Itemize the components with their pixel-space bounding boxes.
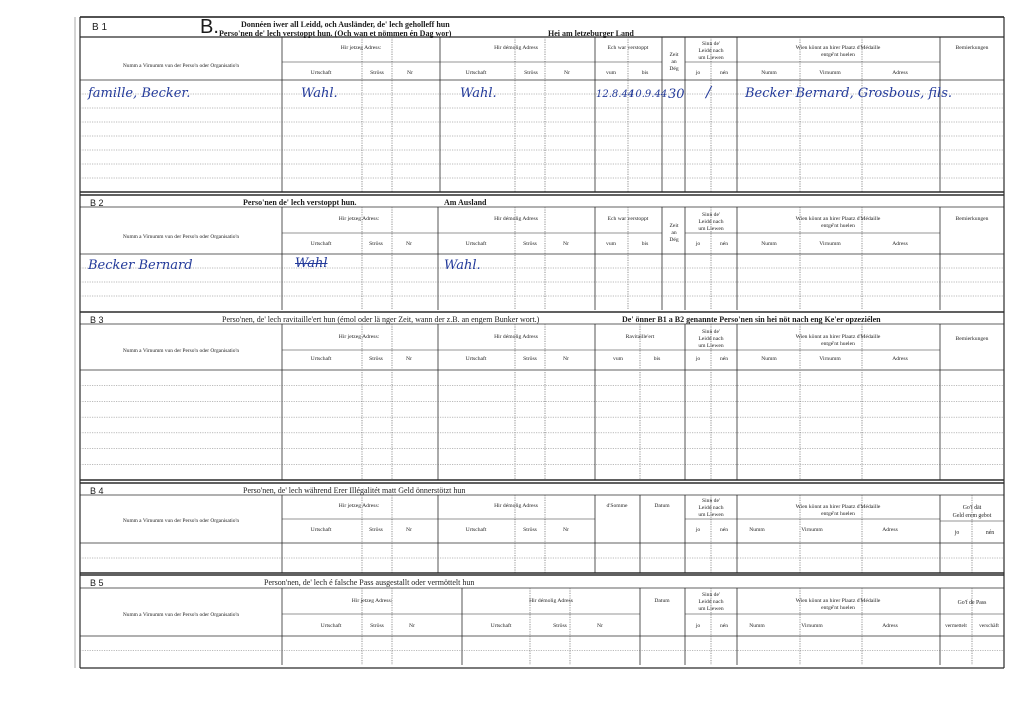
column-label: Hir démolig Adress: [494, 503, 538, 509]
column-label: Numm: [749, 623, 765, 629]
column-label: Hir jetzeg Adress:: [338, 503, 380, 509]
column-label: Nr: [409, 623, 415, 629]
column-label: Sinn de': [702, 212, 720, 218]
column-label: Nr: [407, 70, 413, 76]
column-label: vermettelt: [945, 623, 967, 629]
column-label: Leidd nach: [698, 336, 724, 342]
column-label: jo: [695, 70, 701, 76]
column-label: Nr: [406, 241, 412, 247]
column-label: Wien könnt an hirer Plaatz d'Médaille: [795, 216, 881, 222]
entry-b1-name[interactable]: famille, Becker.: [88, 86, 191, 101]
column-label: Urtschaft: [465, 70, 487, 76]
column-label: Leidd nach: [698, 48, 724, 54]
column-label: entgé'nt huelen: [821, 341, 855, 347]
column-label: Ströss: [523, 527, 537, 533]
column-label: Virnumm: [801, 527, 823, 533]
section-b4-title: Perso'nen, de' lech während Erer Illégalitét matt Geld önnerstötzt hun: [243, 486, 466, 495]
column-label: Nr: [597, 623, 603, 629]
entry-b1-hid-from[interactable]: 12.8.44: [596, 89, 635, 100]
entry-b1-current-address[interactable]: Wahl.: [301, 86, 338, 101]
section-b3-title2: De' önner B1 a B2 genannte Perso'nen sin hei nöt nach eng Ke'er opzeziélen: [622, 315, 881, 324]
section-b5-title: Person'nen, de' lech é falsche Pass ausgestallt oder vermöttelt hun: [264, 578, 475, 587]
column-label: bis: [641, 241, 649, 247]
column-label: Wien könnt an hirer Plaatz d'Médaille: [795, 504, 881, 510]
column-label: jo: [695, 241, 701, 247]
column-label: Ströss: [369, 356, 383, 362]
column-label: Datum: [654, 503, 670, 509]
column-label: Sinn de': [702, 41, 720, 47]
column-label: nén: [719, 527, 729, 533]
column-label: Nr: [563, 241, 569, 247]
entry-b1-days[interactable]: 30: [668, 87, 685, 102]
column-label: Numm: [749, 527, 765, 533]
column-label: Urtschaft: [465, 356, 487, 362]
column-label: vum: [606, 241, 616, 247]
column-label: d'Somme: [606, 503, 628, 509]
column-label: Ströss: [370, 623, 384, 629]
column-label: Nr: [406, 527, 412, 533]
column-label: Numm a Virnumm vun der Perso'n oder Organisatio'n: [122, 234, 240, 240]
column-label: Adress: [892, 70, 908, 76]
column-label: Adress: [892, 241, 908, 247]
column-label: Urtschaft: [465, 241, 487, 247]
column-label: Wien könnt an hirer Plaatz d'Médaille: [795, 45, 881, 51]
section-b1-title1: Donnéen iwer all Leidd, och Ausländer, de' lech geholleff hun: [241, 20, 450, 29]
column-label: jo: [695, 527, 701, 533]
column-label: verschäft: [979, 623, 999, 629]
column-label: um Liewen: [698, 226, 724, 232]
column-label: Zeit: [669, 52, 679, 58]
column-label: Virnumm: [819, 356, 841, 362]
column-label: Zeit: [669, 223, 679, 229]
entry-b2-former-address[interactable]: Wahl.: [444, 258, 481, 273]
column-label: Hir démolig Adress: [494, 216, 538, 222]
column-label: Wien könnt an hirer Plaatz d'Médaille: [795, 598, 881, 604]
column-label: Adress: [882, 527, 898, 533]
column-label: Urtschaft: [465, 527, 487, 533]
section-b1-id: B 1: [92, 22, 108, 33]
column-label: Hir démolig Adress: [494, 334, 538, 340]
column-label: jo: [954, 530, 960, 536]
column-label: Ströss: [369, 527, 383, 533]
column-label: um Liewen: [698, 55, 724, 61]
column-label: Numm a Virnumm vun der Perso'n oder Organisatio'n: [122, 612, 240, 618]
column-label: Ströss: [523, 356, 537, 362]
column-label: nén: [719, 623, 729, 629]
section-b4-id: B 4: [90, 486, 104, 496]
column-label: Ströss: [523, 241, 537, 247]
column-label: um Liewen: [698, 606, 724, 612]
column-label: Numm: [761, 70, 777, 76]
column-label: Virnumm: [801, 623, 823, 629]
column-label: entgé'nt huelen: [821, 223, 855, 229]
column-label: Leidd nach: [698, 599, 724, 605]
column-label: bis: [641, 70, 649, 76]
column-label: jo: [695, 623, 701, 629]
column-label: Ravitaille'ert: [625, 334, 655, 340]
column-label: bis: [653, 356, 661, 362]
column-label: nén: [719, 356, 729, 362]
column-label: Sinn de': [702, 329, 720, 335]
column-label: an: [671, 230, 677, 236]
column-label: Numm: [761, 356, 777, 362]
column-label: an: [671, 59, 677, 65]
column-label: Ströss: [524, 70, 538, 76]
column-label: Sinn de': [702, 498, 720, 504]
column-label: Ströss: [370, 70, 384, 76]
column-label: Leidd nach: [698, 219, 724, 225]
entry-b1-hid-to[interactable]: 10.9.44: [629, 89, 668, 100]
column-label: nén: [719, 70, 729, 76]
column-label: Urtschaft: [310, 356, 332, 362]
column-label: Sinn de': [702, 592, 720, 598]
column-label: Ströss: [553, 623, 567, 629]
column-label: entgé'nt huelen: [821, 511, 855, 517]
column-label: nén: [985, 530, 995, 536]
column-label: vum: [606, 70, 616, 76]
column-label: Urtschaft: [310, 70, 332, 76]
column-label: Bemierkungen: [955, 336, 989, 342]
column-label: Nr: [563, 356, 569, 362]
section-b1-letter: B.: [200, 16, 219, 38]
column-label: Nr: [564, 70, 570, 76]
column-label: Virnumm: [819, 241, 841, 247]
column-label: Bemierkungen: [955, 45, 989, 51]
column-label: Urtschaft: [310, 527, 332, 533]
column-label: Virnumm: [819, 70, 841, 76]
column-label: Urtschaft: [490, 623, 512, 629]
column-label: Ech war verstoppt: [607, 216, 649, 222]
column-label: Numm a Virnumm vun der Perso'n oder Organisatio'n: [122, 63, 240, 69]
entry-b1-alive-check: /: [706, 83, 712, 101]
column-label: Hir démolig Adress: [494, 45, 538, 51]
column-label: entgé'nt huelen: [821, 605, 855, 611]
column-label: Bemierkungen: [955, 216, 989, 222]
column-label: Geld erem gebot: [952, 513, 992, 519]
column-label: Hir jetzeg Adress:: [338, 216, 380, 222]
column-label: entgé'nt huelen: [821, 52, 855, 58]
column-label: Numm: [761, 241, 777, 247]
column-label: um Liewen: [698, 343, 724, 349]
section-b2-id: B 2: [90, 198, 104, 208]
column-label: Nr: [563, 527, 569, 533]
entry-b2-current-address[interactable]: Wahl: [295, 256, 328, 271]
column-label: um Liewen: [698, 512, 724, 518]
column-label: Numm a Virnumm vun der Perso'n oder Organisatio'n: [122, 348, 240, 354]
column-label: Adress: [882, 623, 898, 629]
column-label: Urtschaft: [320, 623, 342, 629]
column-label: Dég: [669, 66, 679, 72]
column-label: Go'f de Pass: [957, 600, 987, 606]
column-label: vum: [613, 356, 623, 362]
column-label: Numm a Virnumm vun der Perso'n oder Organisatio'n: [122, 518, 240, 524]
column-label: Leidd nach: [698, 505, 724, 511]
column-label: Nr: [406, 356, 412, 362]
column-label: Adress: [892, 356, 908, 362]
section-b1-title2: Perso'nen de' lech verstoppt hun. (Och wan et nömmen én Dag wor): [219, 29, 452, 38]
column-label: Ströss: [369, 241, 383, 247]
column-label: Dég: [669, 237, 679, 243]
section-b2-title2: Am Ausland: [444, 198, 487, 207]
column-label: Urtschaft: [310, 241, 332, 247]
entry-b1-medal-recipient[interactable]: Becker Bernard, Grosbous, fils.: [745, 86, 953, 101]
section-b2-title: Perso'nen de' lech verstoppt hun.: [243, 198, 357, 207]
column-label: Wien könnt an hirer Plaatz d'Médaille: [795, 334, 881, 340]
section-b5-id: B 5: [90, 578, 104, 588]
column-label: Hir démolig Adress: [529, 598, 573, 604]
section-b1-title3: Hei am letzeburger Land: [548, 29, 634, 38]
section-b3-title: Perso'nen, de' lech ravitaille'ert hun (émol oder lä nger Zeit, wann der z.B. an engem Bunker wort.): [222, 315, 540, 324]
column-label: Ech war verstoppt: [607, 45, 649, 51]
column-label: nén: [719, 241, 729, 247]
column-label: Hir jetzeg Adress:: [338, 334, 380, 340]
column-label: Hir jetzeg Adress:: [340, 45, 382, 51]
entry-b2-name[interactable]: Becker Bernard: [88, 258, 193, 273]
column-label: Datum: [654, 598, 670, 604]
entry-b1-former-address[interactable]: Wahl.: [460, 86, 497, 101]
section-b3-id: B 3: [90, 315, 104, 325]
column-label: jo: [695, 356, 701, 362]
column-label: Hir jetzeg Adress:: [351, 598, 393, 604]
column-label: Go'f dät: [962, 505, 982, 511]
